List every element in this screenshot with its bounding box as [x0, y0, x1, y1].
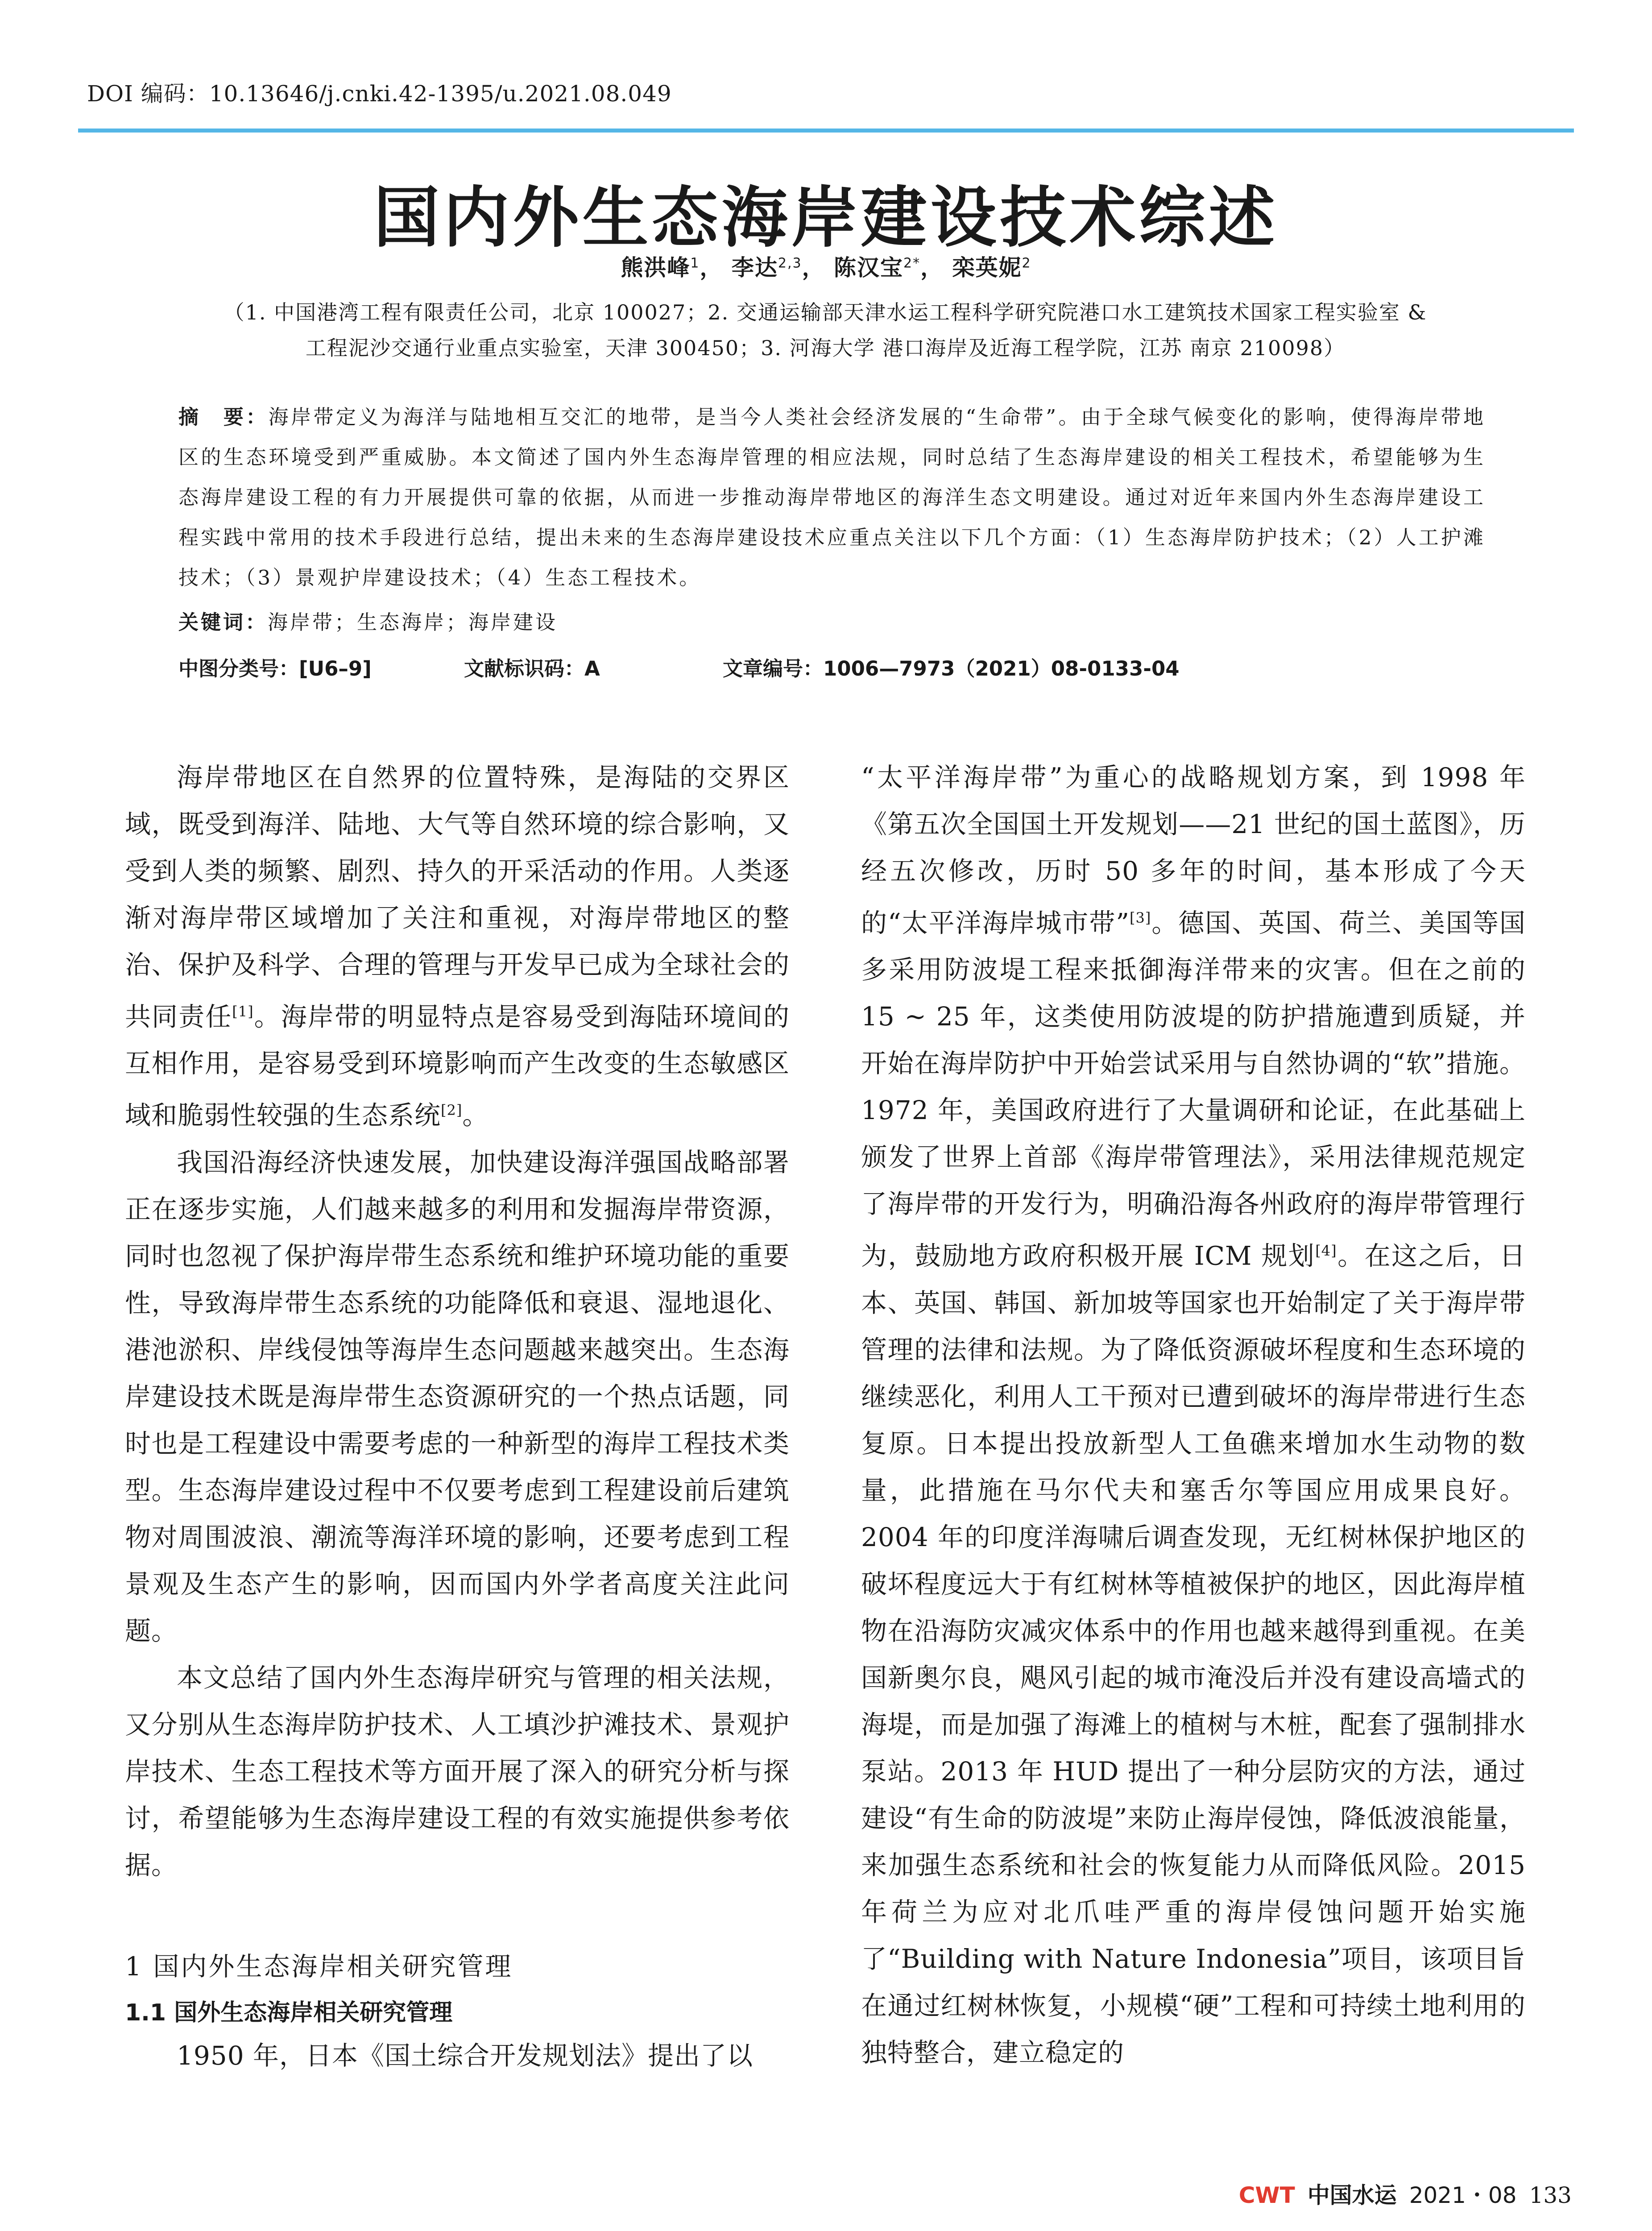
paragraph-text: 。在这之后，日本、英国、韩国、新加坡等国家也开始制定了关于海岸带管理的法律和法规。为了降低资源破坏程度和生态环境的继续恶化，利用人工干预对已遭到破坏的海岸带进行生态复原。日本提出投放新型人工鱼礁来增加水生动物的数量，此措施在马尔代夫和塞舌尔等国应用成果良好。2004 年的印度洋海啸后调查发现，无红树林保护地区的破坏程度远大于有红树林等植被保护的地区，因此海岸植物在沿海防灾减灾体系中的作用也越来越得到重视。在美国新奥尔良，飓风引起的城市淹没后并没有建设高墙式的海堤，而是加强了海滩上的植树与木桩，配套了强制排水泵站。2013 年 HUD 提出了一种分层防灾的方法，通过建设“有生命的防波堤”来防止海岸侵蚀，降低波浪能量，来加强生态系统和社会的恢复能力从而降低风险。2015 年荷兰为应对北爪哇严重的海岸侵蚀问题开始实施了“Building with Nature Indonesia”项目，该项目旨在通过红树林恢复，小规模“硬”工程和可持续土地利用的独特整合，建立稳定的 [861, 1240, 1526, 2068]
paragraph-text: 。德国、英国、荷兰、美国等国多采用防波堤工程来抵御海洋带来的灾害。但在之前的 15 ~ 25 年，这类使用防波堤的防护措施遭到质疑，并开始在海岸防护中开始尝试采用与自然协调的“软”措施。1972 年，美国政府进行了大量调研和论证，在此基础上颁发了世界上首部《海岸带管理法》，采用法律规范规定了海岸带的开发行为，明确沿海各州政府的海岸带管理行为，鼓励地方政府积极开展 ICM 规划 [861, 908, 1526, 1271]
paragraph-text: 。海岸带的明显特点是容易受到海陆环境间的互相作用，是容易受到环境影响而产生改变的生态敏感区域和脆弱性较强的生态系统 [125, 1001, 790, 1131]
issue-number: 2021・08 [1409, 2182, 1517, 2208]
journal-logo: CWT [1238, 2182, 1295, 2208]
page-number: 133 [1529, 2182, 1572, 2208]
subsection-heading: 1.1 国外生态海岸相关研究管理 [125, 1999, 453, 2026]
author-separator: ， [802, 255, 825, 281]
abstract [178, 397, 1486, 598]
body-paragraph: 我国沿海经济快速发展，加快建设海洋强国战略部署正在逐步实施，人们越来越多的利用和发掘海岸带资源，同时也忽视了保护海岸带生态系统和维护环境功能的重要性，导致海岸带生态系统的功能降低和衰退、湿地退化、港池淤积、岸线侵蚀等海岸生态问题越来越突出。生态海岸建设技术既是海岸带生态资源研究的一个热点话题，同时也是工程建设中需要考虑的一种新型的海岸工程技术类型。生态海岸建设过程中不仅要考虑到工程建设前后建筑物对周围波浪、潮流等海洋环境的影响，还要考虑到工程景观及生态产生的影响，因而国内外学者高度关注此问题。 [125, 1147, 790, 1646]
left-column [125, 754, 790, 1889]
author-name: 李达 [731, 255, 778, 281]
keywords-text: 海岸带；生态海岸；海岸建设 [268, 610, 558, 634]
section-heading: 1 国内外生态海岸相关研究管理 [125, 1951, 513, 1982]
citation-ref: [4] [1315, 1242, 1337, 1260]
citation-ref: [3] [1130, 909, 1151, 926]
affiliation-line: （1. 中国港湾工程有限责任公司，北京 100027；2. 交通运输部天津水运工程科学研究院港口水工建筑技术国家工程实验室 & [224, 300, 1427, 324]
author-separator: ， [920, 255, 944, 281]
author-separator: ， [700, 255, 723, 281]
abstract-label: 摘 要： [178, 405, 269, 429]
author-affil-mark: 2,3 [778, 255, 802, 271]
body-paragraph: 1950 年，日本《国土综合开发规划法》提出了以 [177, 2040, 754, 2071]
abstract-text: 海岸带定义为海洋与陆地相互交汇的地带，是当今人类社会经济发展的“生命带”。由于全球气候变化的影响，使得海岸带地区的生态环境受到严重威胁。本文简述了国内外生态海岸管理的相应法规，同时总结了生态海岸建设的相关工程技术，希望能够为生态海岸建设工程的有力开展提供可靠的依据，从而进一步推动海岸带地区的海洋生态文明建设。通过对近年来国内外生态海岸建设工程实践中常用的技术手段进行总结，提出未来的生态海岸建设技术应重点关注以下几个方面：（1）生态海岸防护技术；（2）人工护滩技术；（3）景观护岸建设技术；（4）生态工程技术。 [178, 405, 1486, 589]
author-name: 栾英妮 [952, 255, 1022, 281]
author-affil-mark: 1 [690, 255, 700, 271]
author-list [0, 250, 1652, 282]
body-paragraph [125, 754, 790, 1139]
paper-title: 国内外生态海岸建设技术综述 [373, 178, 1279, 256]
author-name: 熊洪峰 [621, 255, 691, 281]
paragraph-text: 。 [462, 1100, 489, 1131]
page-footer [1239, 2177, 1572, 2210]
article-number: 文章编号：1006—7973（2021）08-0133-04 [723, 657, 1180, 680]
body-paragraph [861, 754, 1526, 2076]
paragraph-text: 海岸带地区在自然界的位置特殊，是海陆的交界区域，既受到海洋、陆地、大气等自然环境的综合影响，又受到人类的频繁、剧烈、持久的开采活动的作用。人类逐渐对海岸带区域增加了关注和重视，对海岸带地区的整治、保护及科学、合理的管理与开发早已成为全球社会的共同责任 [125, 762, 790, 1032]
body-paragraph: 本文总结了国内外生态海岸研究与管理的相关法规，又分别从生态海岸防护技术、人工填沙护滩技术、景观护岸技术、生态工程技术等方面开展了深入的研究分析与探讨，希望能够为生态海岸建设工程的有效实施提供参考依据。 [125, 1662, 790, 1880]
author-affil-mark: 2* [903, 255, 921, 271]
right-column [861, 754, 1526, 2076]
document-code: 文献标识码：A [464, 657, 600, 680]
citation-ref: [1] [232, 1003, 254, 1020]
citation-ref: [2] [441, 1102, 463, 1119]
keywords-label: 关键词： [178, 610, 268, 634]
keywords [178, 606, 558, 635]
doi-line: DOI 编码：10.13646/j.cnki.42-1395/u.2021.08.049 [87, 81, 672, 107]
affiliation-line: 工程泥沙交通行业重点实验室，天津 300450；3. 河海大学 港口海岸及近海工程学院，江苏 南京 210098） [305, 336, 1346, 360]
author-affil-mark: 2 [1022, 255, 1031, 271]
affiliations [143, 294, 1508, 366]
left-column-continued [125, 2032, 790, 2079]
header-rule [78, 129, 1574, 133]
author-name: 陈汉宝 [834, 255, 904, 281]
paragraph-text: “太平洋海岸带”为重心的战略规划方案，到 1998 年《第五次全国国土开发规划——21 世纪的国土蓝图》，历经五次修改，历时 50 多年的时间，基本形成了今天的“太平洋海岸城市带” [861, 762, 1526, 938]
clc-number: 中图分类号：[U6–9] [178, 657, 372, 680]
journal-name: 中国水运 [1307, 2182, 1397, 2208]
